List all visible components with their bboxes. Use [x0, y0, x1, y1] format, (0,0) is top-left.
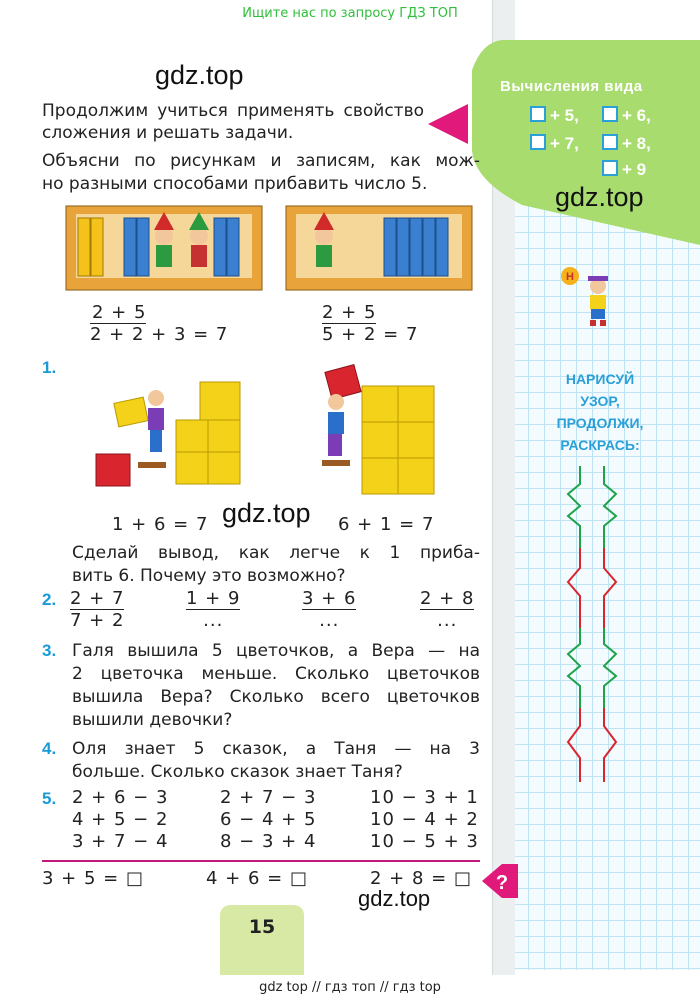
intro-line: Продолжим учиться применять свойство: [42, 101, 424, 121]
expression: 8 − 3 + 4: [220, 831, 317, 852]
task-text: Сделай вывод, как легче к 1 приба-: [72, 543, 480, 563]
expression: 10 − 3 + 1: [370, 787, 479, 808]
question-mark-icon: [480, 862, 520, 900]
expression-column: [72, 787, 168, 853]
task-number: 4.: [42, 739, 57, 758]
watermark: gdz.top: [222, 498, 311, 528]
task-number: 2.: [42, 590, 57, 609]
example-right: [322, 302, 442, 345]
blank-square-icon: [530, 106, 546, 122]
page-number-tab: [220, 905, 304, 975]
expression-pair: [420, 588, 474, 631]
task-text: вышили девочки?: [72, 710, 233, 730]
intro-line: Объясни по рисункам и записям, как мож-: [42, 151, 480, 171]
pointer-triangle-icon: [428, 104, 468, 144]
character-illustration: [560, 266, 616, 328]
task-text: вышила Вера? Сколько всего цветочков: [72, 687, 480, 707]
expression-pair: [70, 588, 124, 631]
task-number: 5.: [42, 789, 57, 808]
watermark: gdz.top: [155, 60, 244, 90]
page-number: 15: [248, 916, 276, 938]
topic-title: Вычисления вида: [500, 78, 643, 95]
expression-pair: [186, 588, 240, 631]
check-expression: 4 + 6 = □: [206, 868, 308, 889]
svg-text:?: ?: [495, 872, 509, 894]
check-expression: 2 + 8 = □: [370, 868, 472, 889]
draw-instruction: НАРИСУЙ УЗОР, ПРОДОЛЖИ, РАСКРАСЬ:: [556, 371, 644, 453]
expression: 3 + 7 − 4: [72, 831, 169, 852]
expression-top: 2 + 8: [420, 588, 475, 609]
expression-top: 1 + 9: [186, 588, 241, 609]
blank-square-icon: [602, 160, 618, 176]
equation: 1 + 6 = 7: [112, 514, 209, 535]
task-text: 2 цветочка меньше. Сколько цветочков: [72, 664, 480, 684]
expression-column: [370, 787, 479, 853]
example-bottom: 5 + 2 = 7: [322, 324, 419, 345]
task-number: 3.: [42, 641, 57, 660]
task-text: Оля знает 5 сказок, а Таня — на 3: [72, 739, 480, 759]
expression-bottom: 7 + 2: [70, 610, 125, 631]
equation: 6 + 1 = 7: [338, 514, 435, 535]
expression-bottom: ...: [437, 610, 458, 631]
example-top: 2 + 5: [92, 302, 147, 323]
topic-item: + 5,: [530, 106, 579, 126]
task-text: больше. Сколько сказок знает Таня?: [72, 762, 403, 782]
intro-line: сложения и решать задачи.: [42, 123, 294, 143]
pattern-drawing: [560, 464, 630, 784]
bookshelf-illustration-right: [284, 200, 474, 292]
footer-text: gdz top // гдз топ // гдз top: [259, 980, 441, 995]
example-left: [90, 302, 240, 345]
section-divider: [42, 860, 480, 862]
cubes-illustration-left: [92, 370, 252, 496]
topic-panel: [462, 30, 700, 250]
bookshelf-illustration-left: [64, 200, 264, 292]
cubes-illustration-right: [316, 352, 436, 496]
topic-item: + 9: [602, 160, 646, 180]
expression: 2 + 7 − 3: [220, 787, 317, 808]
expression: 10 − 5 + 3: [370, 831, 479, 852]
topic-item: + 7,: [530, 134, 579, 154]
expression: 4 + 5 − 2: [72, 809, 169, 830]
header-text: Ищите нас по запросу ГДЗ ТОП: [242, 6, 458, 21]
blank-square-icon: [602, 134, 618, 150]
expression: 10 − 4 + 2: [370, 809, 479, 830]
blank-square-icon: [530, 134, 546, 150]
expression-top: 3 + 6: [302, 588, 357, 609]
task-text: Галя вышила 5 цветочков, а Вера — на: [72, 641, 480, 661]
svg-text:Н: Н: [566, 271, 574, 283]
check-expression: 3 + 5 = □: [42, 868, 144, 889]
blank-square-icon: [602, 106, 618, 122]
expression-top: 2 + 7: [70, 588, 125, 609]
expression-column: [220, 787, 316, 853]
watermark: gdz.top: [358, 886, 431, 911]
task-text: вить 6. Почему это возможно?: [72, 566, 346, 586]
example-bottom: 2 + 2 + 3 = 7: [90, 324, 229, 345]
watermark: gdz.top: [555, 182, 644, 212]
topic-item: + 6,: [602, 106, 651, 126]
expression: 6 − 4 + 5: [220, 809, 317, 830]
intro-line: но разными способами прибавить число 5.: [42, 174, 428, 194]
expression-bottom: ...: [203, 610, 224, 631]
task-number: 1.: [42, 358, 57, 377]
expression-pair: [302, 588, 356, 631]
expression-bottom: ...: [319, 610, 340, 631]
expression: 2 + 6 − 3: [72, 787, 169, 808]
topic-item: + 8,: [602, 134, 651, 154]
example-top: 2 + 5: [322, 302, 377, 323]
